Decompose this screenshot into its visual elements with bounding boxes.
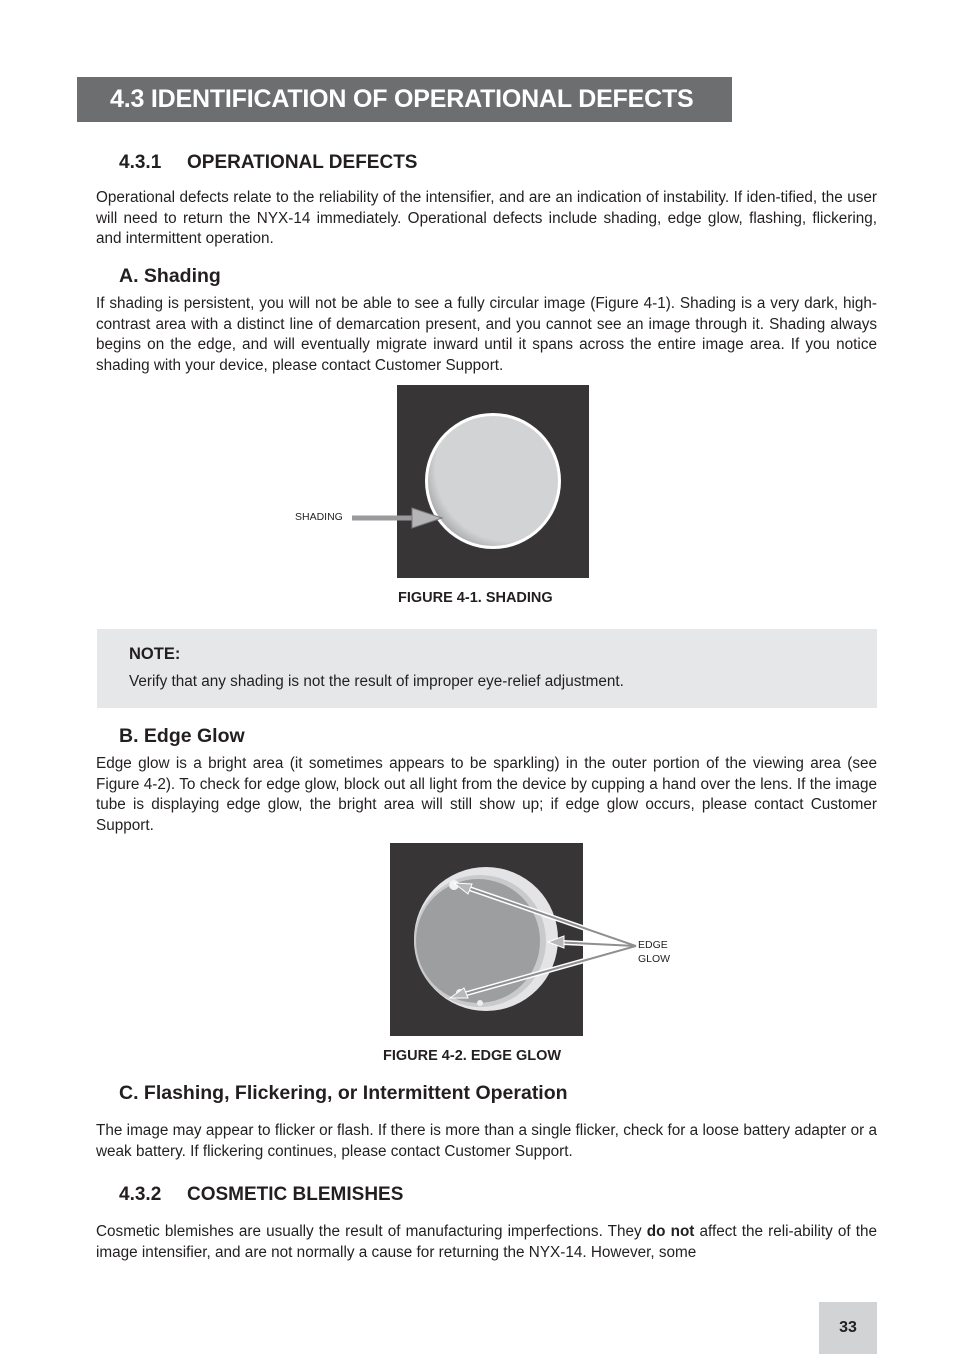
operational-paragraph: Operational defects relate to the reliability of the intensifier, and are an indication of instability. If iden-tified, the user will need to return the NYX-14 immediately. Operational defects include shading, edge glow, flashing, flickering, and intermittent operation.: [96, 189, 877, 248]
subsection-title: COSMETIC BLEMISHES: [187, 1184, 404, 1205]
cosmetic-text-end: affect the reli-ability of the image intensifier, and are not normally a cause for returning the NYX-14. However, some: [96, 1223, 877, 1261]
note-title: NOTE:: [129, 645, 181, 663]
shading-arrow-icon: [350, 504, 450, 532]
shading-figure: [397, 385, 589, 578]
cosmetic-text-start: Cosmetic blemishes are usually the result of manufacturing imperfections. They: [96, 1223, 647, 1240]
cosmetic-text-emphasis: do not: [646, 1223, 695, 1240]
edge-glow-arrows-icon: [440, 870, 640, 1010]
shading-figure-label: SHADING: [295, 511, 343, 523]
subsection-number: 4.3.2: [119, 1184, 162, 1205]
edge-glow-paragraph: Edge glow is a bright area (it sometimes appears to be sparkling) in the outer portion of the viewing area (see Figure 4-2). To check for edge glow, block out all light from the device by cupping a hand over the lens. If the image tube is displaying edge glow, the bright area will still show up; if edge glow occurs, please contact Customer Support.: [96, 755, 877, 834]
shading-heading: A. Shading: [119, 265, 221, 287]
flashing-heading: C. Flashing, Flickering, or Intermittent Operation: [119, 1082, 568, 1104]
subsection-title: OPERATIONAL DEFECTS: [187, 152, 418, 173]
subsection-heading-cosmetic: [119, 1184, 403, 1206]
note-box: [97, 629, 877, 708]
shading-paragraph: If shading is persistent, you will not be able to see a fully circular image (Figure 4-1). Shading is a very dark, high-contrast area with a distinct line of demarcation present, and you cannot see an image through it. Shading always begins on the edge, and will eventually migrate inward until it spans across the entire image area. If you notice shading with your device, please contact Customer Support.: [96, 295, 877, 374]
subsection-heading-operational: [119, 152, 417, 174]
section-title: 4.3 IDENTIFICATION OF OPERATIONAL DEFECTS: [77, 77, 732, 122]
page-number: 33: [819, 1302, 877, 1354]
flashing-paragraph: The image may appear to flicker or flash. If there is more than a single flicker, check for a loose battery adapter or a weak battery. If flickering continues, please contact Customer Support.: [96, 1122, 877, 1160]
edge-glow-label-line-1: EDGE: [638, 939, 668, 951]
edge-glow-heading: B. Edge Glow: [119, 725, 245, 747]
figure-4-2-caption: FIGURE 4-2. EDGE GLOW: [383, 1048, 562, 1064]
cosmetic-paragraph: [96, 1222, 877, 1263]
edge-glow-figure-label: [638, 938, 670, 966]
subsection-number: 4.3.1: [119, 152, 162, 173]
shading-illustration: [397, 385, 589, 578]
figure-4-1-caption: FIGURE 4-1. SHADING: [398, 590, 553, 606]
edge-glow-label-line-2: GLOW: [638, 953, 671, 965]
note-text: Verify that any shading is not the result of improper eye-relief adjustment.: [129, 673, 624, 690]
